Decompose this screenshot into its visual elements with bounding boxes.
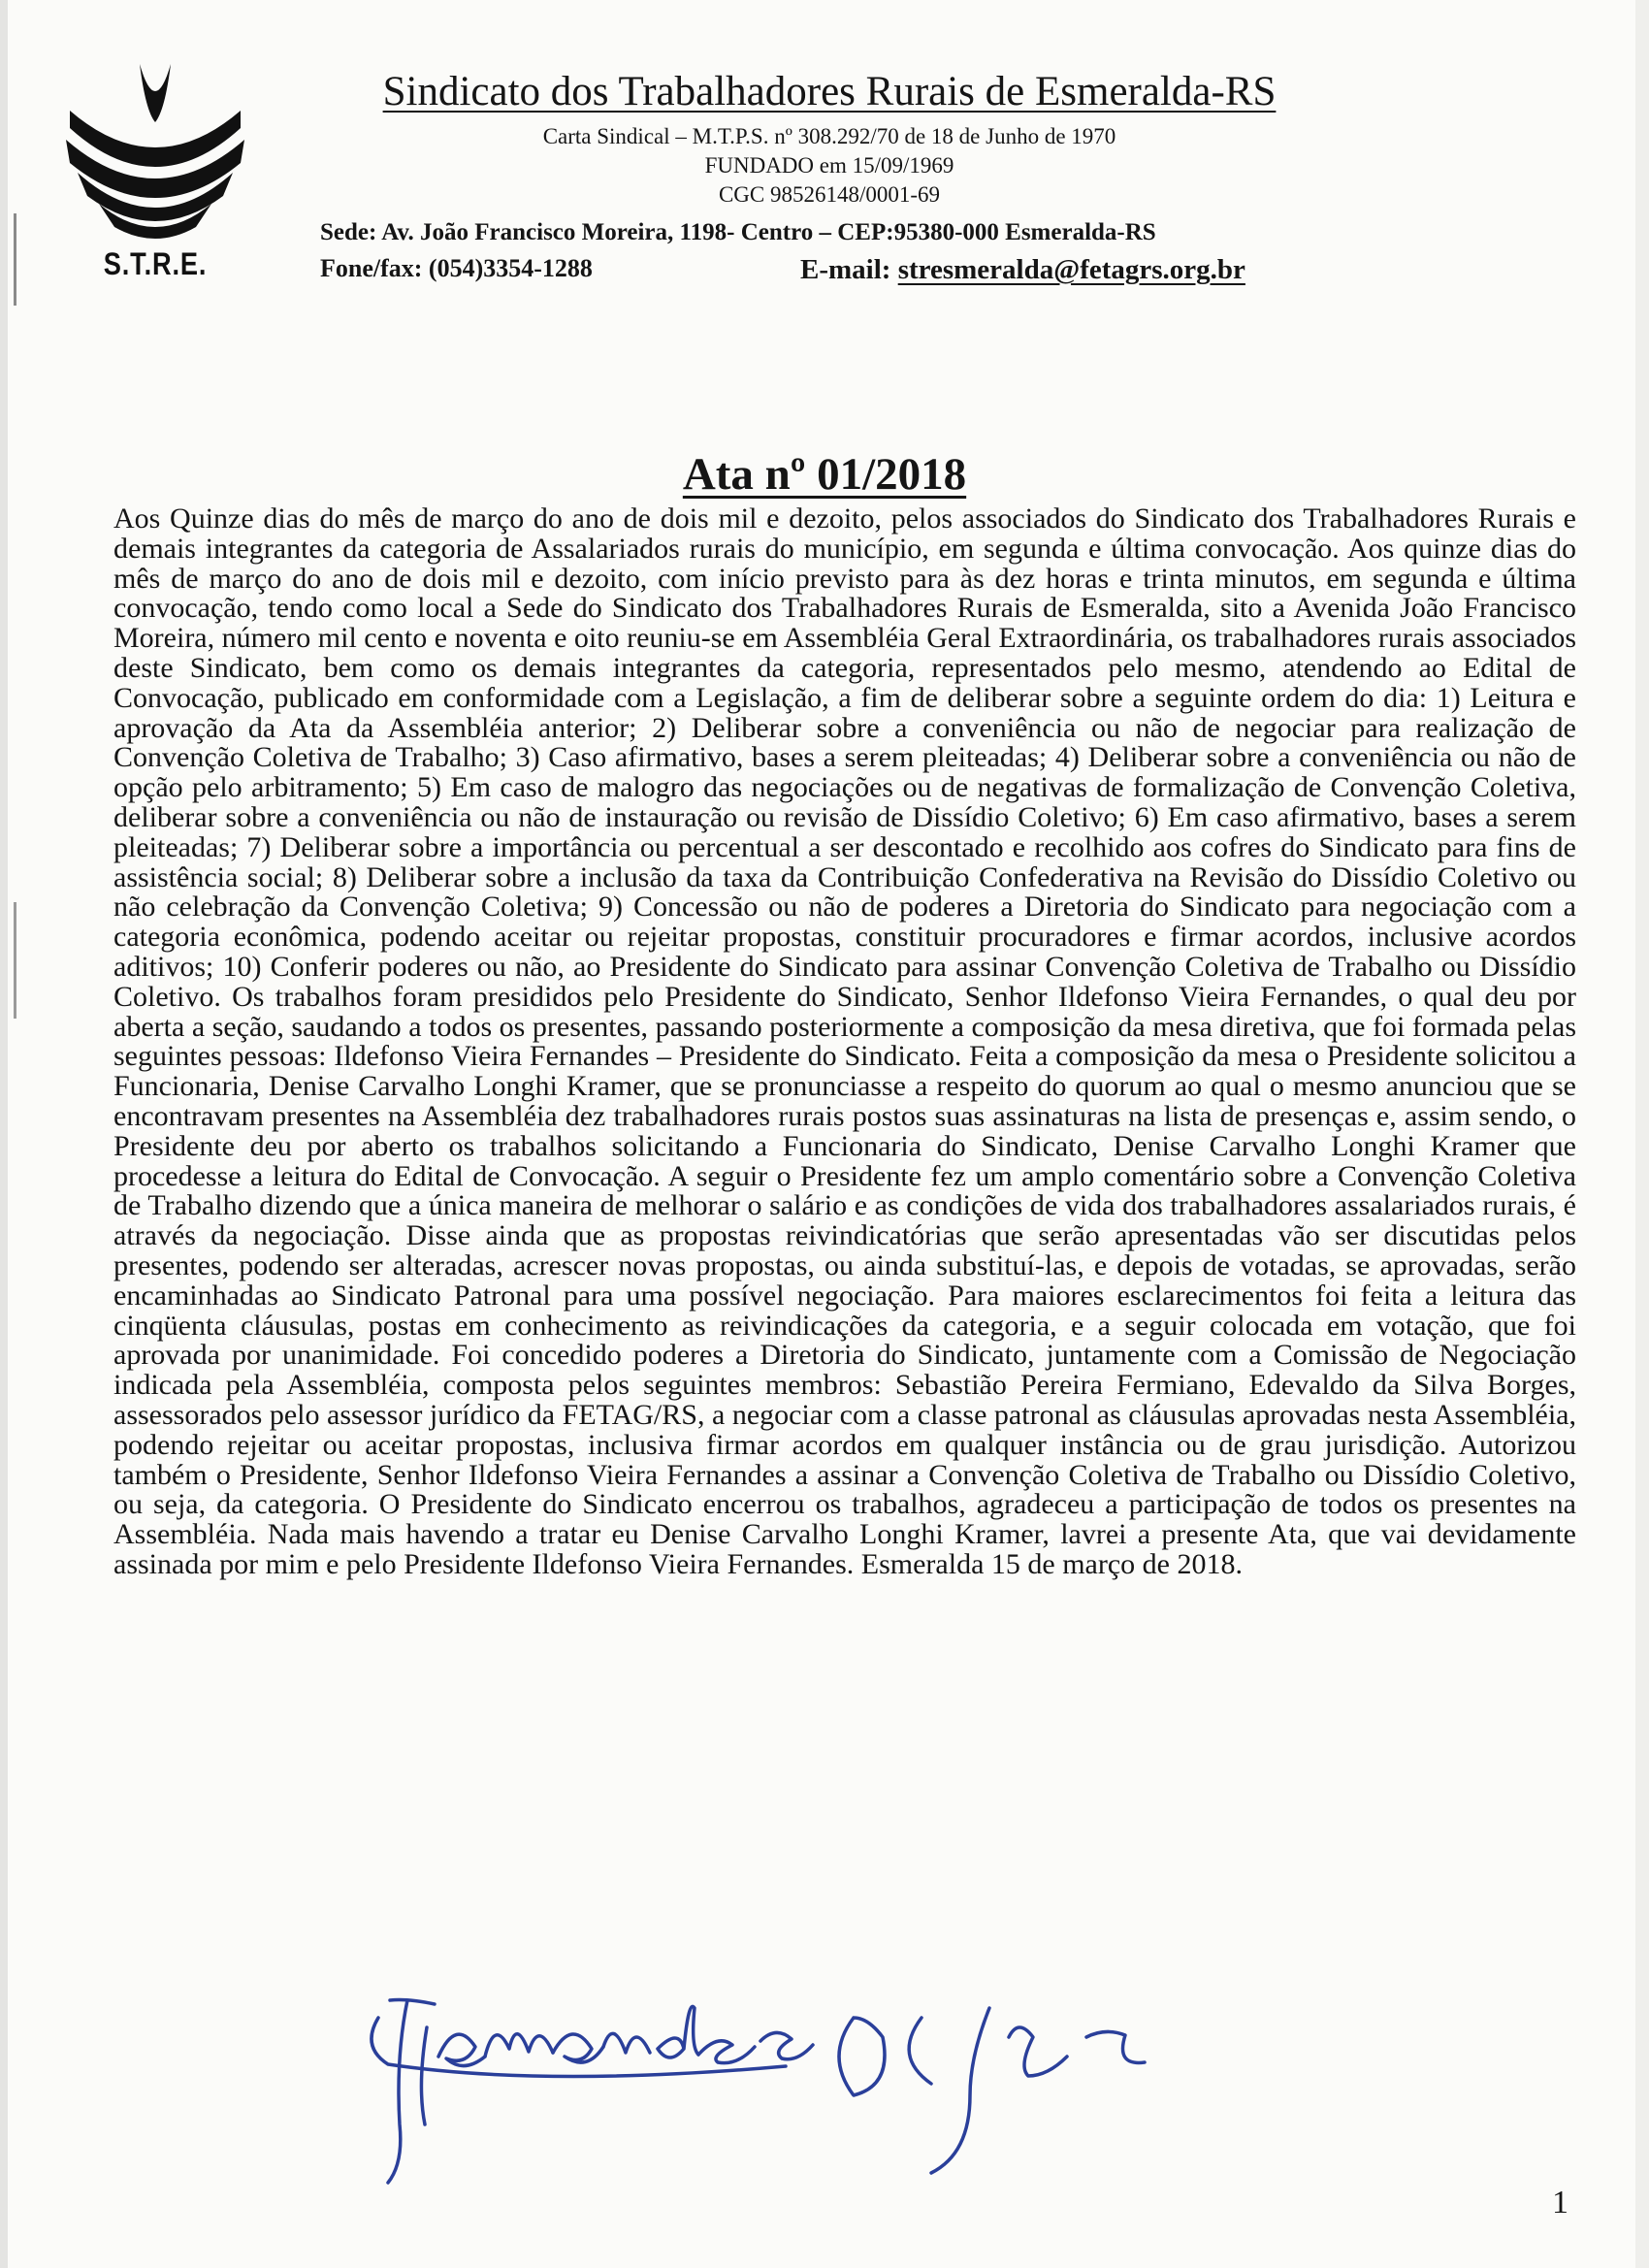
logo-text: S.T.R.E. [103,246,208,281]
stre-emblem-icon [60,60,250,244]
email-link[interactable]: stresmeralda@fetagrs.org.br [897,254,1245,285]
phone-line: Fone/fax: (054)3354-1288 [320,254,593,282]
page-number: 1 [1552,2185,1568,2220]
organization-name: Sindicato dos Trabalhadores Rurais de Esmeralda-RS [382,69,1277,114]
union-logo [60,60,250,283]
address-line: Sede: Av. João Francisco Moreira, 1198- Centro – CEP:95380-000 Esmeralda-RS [320,219,1156,245]
handwritten-signature-icon [349,1979,1242,2192]
minutes-paragraph: Aos Quinze dias do mês de março do ano de dois mil e dezoito, pelos associados do Sindicato dos Trabalhadores Rurais e demais integrantes da categoria de Assalariados rurais do município, em segunda e última convocação. Aos quinze dias do mês de março do ano de dois mil e dezoito, com início previsto para às dez horas e trinta minutos, em segunda e última convocação, tendo como local a Sede do Sindicato dos Trabalhadores Rurais de Esmeralda, sito a Avenida João Francisco Moreira, número mil cento e noventa e oito reuniu-se em Assembléia Geral Extraordinária, os trabalhadores rurais associados deste Sindicato, bem como os demais integrantes da categoria, representados pelo mesmo, atendendo ao Edital de Convocação, publicado em conformidade com a Legislação, a fim de deliberar sobre a seguinte ordem do dia: 1) Leitura e aprovação da Ata da Assembléia anterior; 2) Deliberar sobre a conveniência ou não de negociar para realização de Convenção Coletiva de Trabalho; 3) Caso afirmativo, bases a serem pleiteadas; 4) Deliberar sobre a conveniência ou não de opção pelo arbitramento; 5) Em caso de malogro das negociações ou de negativas de formalização de Convenção Coletiva, deliberar sobre a conveniência ou não de instauração ou revisão de Dissídio Coletivo; 6) Em caso afirmativo, bases a serem pleiteadas; 7) Deliberar sobre a importância ou percentual a ser descontado e recolhido aos cofres do Sindicato para fins de assistência social; 8) Deliberar sobre a inclusão da taxa da Contribuição Confederativa na Revisão do Dissídio Coletivo ou não celebração da Convenção Coletiva; 9) Concessão ou não de poderes a Diretoria do Sindicato para negociação com a categoria econômica, podendo aceitar ou rejeitar propostas, constituir procuradores e firmar acordos, inclusive acordos aditivos; 10) Conferir poderes ou não, ao Presidente do Sindicato para assinar Convenção Coletiva de Trabalho ou Dissídio Coletivo. Os trabalhos foram presididos pelo Presidente do Sindicato, Senhor Ildefonso Vieira Fernandes, o qual deu por aberta a seção, saudando a todos os presentes, passando posteriormente a composição da mesa diretiva, que foi formada pelas seguintes pessoas: Ildefonso Vieira Fernandes – Presidente do Sindicato. Feita a composição da mesa o Presidente solicitou a Funcionaria, Denise Carvalho Longhi Kramer, que se pronunciasse a respeito do quorum ao qual o mesmo anunciou que se encontravam presentes na Assembléia dez trabalhadores rurais postos suas assinaturas na lista de presenças e, assim sendo, o Presidente deu por aberto os trabalhos solicitando a Funcionaria do Sindicato, Denise Carvalho Longhi Kramer que procedesse a leitura do Edital de Convocação. A seguir o Presidente fez um amplo comentário sobre a Convenção Coletiva de Trabalho dizendo que a única maneira de melhorar o salário e as condições de vida dos trabalhadores assalariados rurais, é através da negociação. Disse ainda que as propostas reivindicatórias que serão apresentadas vão ser discutidas pelos presentes, podendo ser alteradas, acrescer novas propostas, ou ainda substituí-las, e depois de votadas, se aprovadas, serão encaminhadas ao Sindicato Patronal para uma possível negociação. Para maiores esclarecimentos foi feita a leitura das cinqüenta cláusulas, postas em conhecimento as reivindicações da categoria, e a seguir colocada em votação, que foi aprovada por unanimidade. Foi concedido poderes a Diretoria do Sindicato, juntamente com a Comissão de Negociação indicada pela Assembléia, composta pelos seguintes membros: Sebastião Pereira Fermiano, Edevaldo da Silva Borges, assessorados pelo assessor jurídico da FETAG/RS, a negociar com a classe patronal as cláusulas aprovadas nesta Assembléia, podendo rejeitar ou aceitar propostas, inclusiva firmar acordos em qualquer instância ou de grau jurisdição. Autorizou também o Presidente, Senhor Ildefonso Vieira Fernandes a assinar a Convenção Coletiva de Trabalho ou Dissídio Coletivo, ou seja, da categoria. O Presidente do Sindicato encerrou os trabalhos, agradeceu a participação de todos os presentes na Assembléia. Nada mais havendo a tratar eu Denise Carvalho Longhi Kramer, lavrei a presente Ata, que vai devidamente assinada por mim e pelo Presidente Ildefonso Vieira Fernandes. Esmeralda 15 de março de 2018. [113,504,1576,1580]
email-line [800,254,1245,286]
cgc-line: CGC 98526148/0001-69 [718,182,941,207]
email-label: E-mail: [800,254,891,285]
minutes-body [113,504,1576,2018]
charter-line: Carta Sindical – M.T.P.S. nº 308.292/70 de 18 de Junho de 1970 [542,124,1116,148]
document-title: Ata nº 01/2018 [682,449,967,500]
founded-line: FUNDADO em 15/09/1969 [704,153,954,178]
